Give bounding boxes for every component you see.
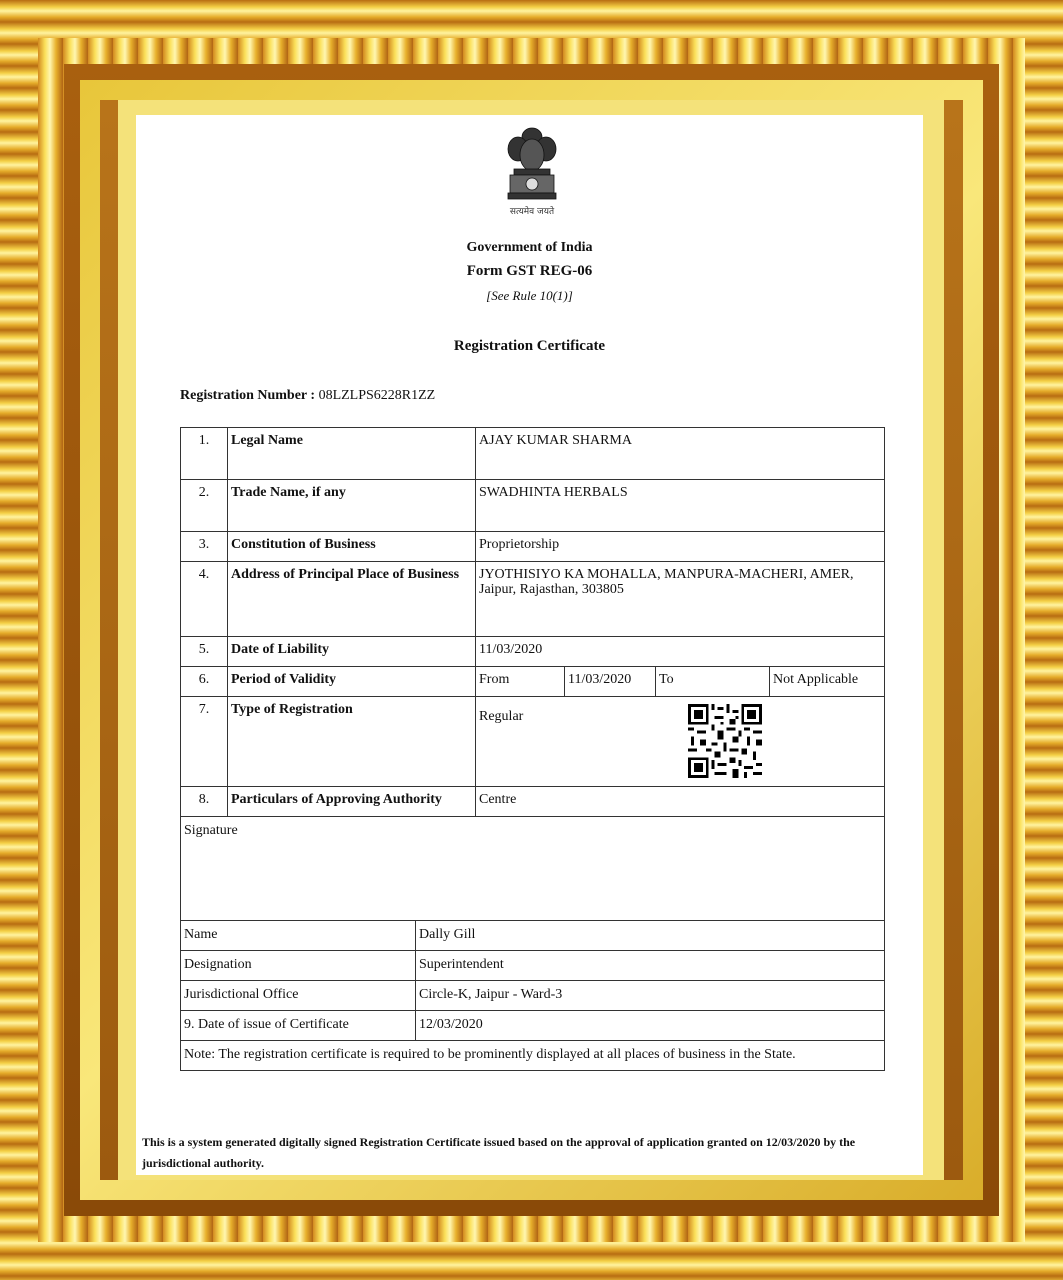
table-row [181,1011,885,1041]
issue-date-value: 12/03/2020 [416,1011,885,1041]
government-title: Government of India [466,240,593,255]
row-number: 1. [181,428,228,480]
registration-number-value: 08LZLPS6228R1ZZ [318,388,436,403]
row-value: Proprietorship [476,532,885,562]
table-row [181,981,885,1011]
name-value: Dally Gill [416,921,885,951]
row-label: Type of Registration [228,697,476,787]
form-title: Form GST REG-06 [466,263,593,279]
table-row [181,562,885,637]
table-row [181,667,885,697]
row-label: Constitution of Business [228,532,476,562]
table-row [181,480,885,532]
table-row [181,921,885,951]
row-number: 4. [181,562,228,637]
table-row [181,532,885,562]
row-label: Date of Liability [228,637,476,667]
validity-from-label: From [476,667,565,697]
signature-row [181,817,885,921]
validity-to-label: To [656,667,770,697]
table-row [181,787,885,817]
validity-to-value: Not Applicable [770,667,885,697]
row-label: Address of Principal Place of Business [228,562,476,637]
signature-label: Signature [181,817,885,921]
table-row [181,1041,885,1071]
row-value: AJAY KUMAR SHARMA [476,428,885,480]
designation-value: Superintendent [416,951,885,981]
display-note: Note: The registration certificate is required to be prominently displayed at all places of business in the State. [181,1041,885,1071]
table-row [181,637,885,667]
office-label: Jurisdictional Office [181,981,416,1011]
name-label: Name [181,921,416,951]
row-number: 6. [181,667,228,697]
table-row [181,697,885,787]
row-value: 11/03/2020 [476,637,885,667]
certificate-title: Registration Certificate [453,338,606,354]
footer-statement: This is a system generated digitally signed Registration Certificate issued based on the approval of application granted on 12/03/2020 by the jurisdictional authority. [142,1135,856,1170]
emblem-motto: सत्यमेव जयते [509,207,555,217]
registration-number-label: Registration Number : [180,388,316,403]
designation-label: Designation [181,951,416,981]
row-label: Trade Name, if any [228,480,476,532]
row-label: Legal Name [228,428,476,480]
registration-number [180,388,435,404]
row-number: 7. [181,697,228,787]
rule-reference: [See Rule 10(1)] [486,288,573,303]
validity-from-value: 11/03/2020 [565,667,656,697]
row-value [476,697,885,787]
details-table [180,427,885,817]
row-label: Particulars of Approving Authority [228,787,476,817]
row-label: Period of Validity [228,667,476,697]
office-value: Circle-K, Jaipur - Ward-3 [416,981,885,1011]
row-number: 2. [181,480,228,532]
row-value: SWADHINTA HERBALS [476,480,885,532]
row-value: Centre [476,787,885,817]
row-number: 3. [181,532,228,562]
row-number: 5. [181,637,228,667]
issue-date-label: 9. Date of issue of Certificate [181,1011,416,1041]
row-number: 8. [181,787,228,817]
qr-code-icon [688,704,762,778]
registration-type: Regular [479,709,524,724]
table-row [181,951,885,981]
table-row [181,428,885,480]
row-value: JYOTHISIYO KA MOHALLA, MANPURA-MACHERI, AMER, Jaipur, Rajasthan, 303805 [476,562,885,637]
signature-table [180,816,885,1071]
